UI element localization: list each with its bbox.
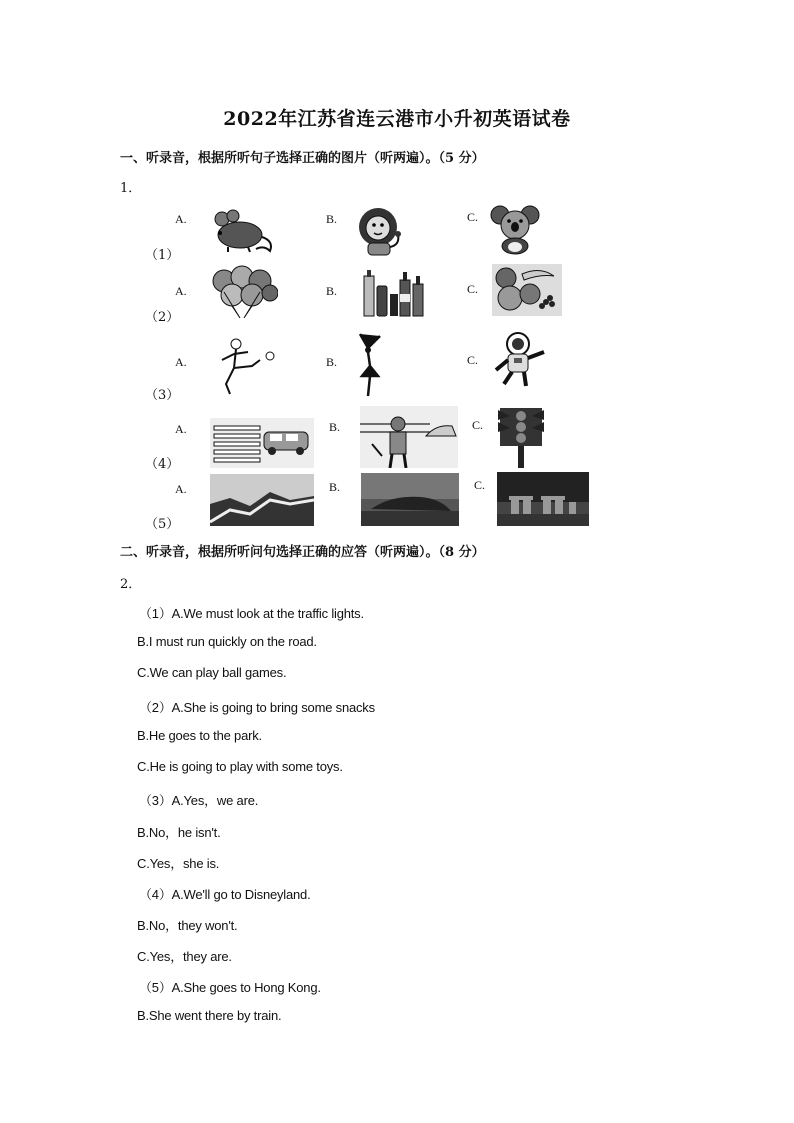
row-label-5: （5） [145,517,180,532]
option-c-label: C. [474,478,486,492]
uluru-photo [361,473,459,526]
answer-line: （5）A.She goes to Hong Kong. [139,980,321,995]
dancer-icon [354,332,388,398]
option-b-label: B. [326,284,338,298]
answer-line: C.He is going to play with some toys. [137,759,343,774]
astronaut-icon [490,330,550,390]
boy-by-road-icon [360,406,458,468]
answer-line: C.Yes，they are. [137,949,232,964]
option-c-label: C. [467,210,479,224]
option-a-label: A. [175,284,187,298]
answer-line: （1）A.We must look at the traffic lights. [139,606,364,621]
row-label-4: （4） [145,457,180,472]
football-player-icon [212,336,278,398]
question-number-1: 1． [120,181,142,196]
question-number-2: 2． [120,577,142,592]
answer-line: （3）A.Yes，we are. [139,793,259,808]
koala-icon [490,203,540,255]
answer-line: B.No，they won't. [137,918,238,933]
option-b-label: B. [329,420,341,434]
traffic-light-icon [496,406,548,468]
answer-line: B.I must run quickly on the road. [137,634,317,649]
option-c-label: C. [472,418,484,432]
row-label-2: （2） [145,310,180,325]
drinks-icon [360,266,428,318]
option-c-label: C. [467,282,479,296]
answer-line: （4）A.We'll go to Disneyland. [139,887,311,902]
answer-line: C.We can play ball games. [137,665,287,680]
option-b-label: B. [326,355,338,369]
answer-line: B.He goes to the park. [137,728,262,743]
balloons-icon [210,265,278,319]
section-heading-1: 一、听录音，根据所听句子选择正确的图片（听两遍）。（5 分） [120,151,485,166]
section-heading-2: 二、听录音，根据所听问句选择正确的应答（听两遍）。（8 分） [120,545,485,560]
answer-line: B.No，he isn't. [137,825,221,840]
option-a-label: A. [175,422,187,436]
row-label-3: （3） [145,388,180,403]
fruits-icon [492,264,562,316]
mouse-icon [208,205,280,255]
row-label-1: （1） [145,248,180,263]
answer-line: B.She went there by train. [137,1008,282,1023]
option-b-label: B. [326,212,338,226]
option-a-label: A. [175,482,187,496]
option-b-label: B. [329,480,341,494]
option-c-label: C. [467,353,479,367]
lion-icon [356,205,406,257]
page-title: 2022年江苏省连云港市小升初英语试卷 [223,108,571,130]
zebra-crossing-icon [210,418,314,468]
answer-line: C.Yes，she is. [137,856,220,871]
stonehenge-photo [497,472,589,526]
answer-line: （2）A.She is going to bring some snacks [139,700,375,715]
option-a-label: A. [175,212,187,226]
option-a-label: A. [175,355,187,369]
great-wall-photo [210,474,314,526]
